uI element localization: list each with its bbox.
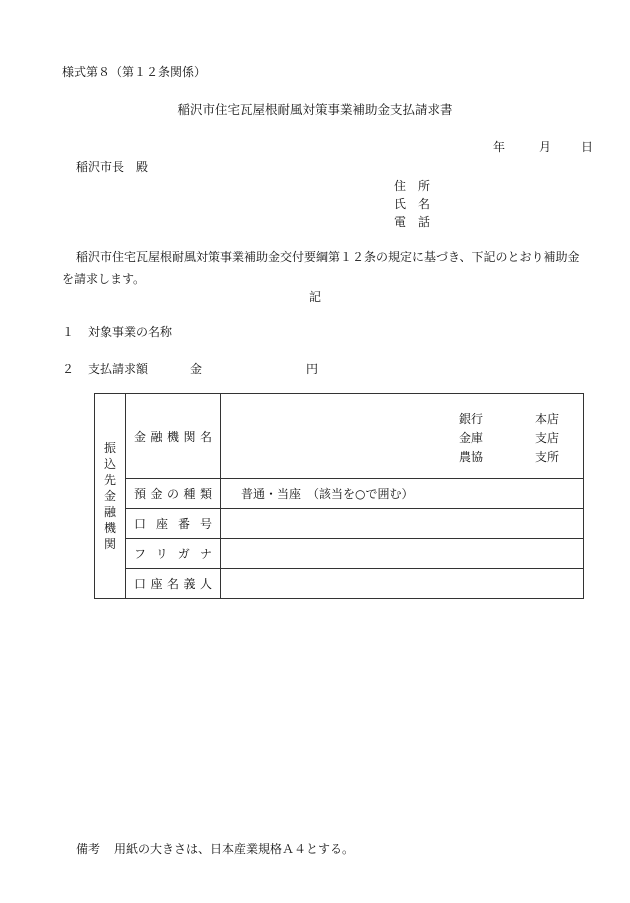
- form-number: 様式第８（第１２条関係）: [62, 65, 207, 79]
- addressee-name: 稲沢市長: [76, 160, 125, 174]
- bank-type-options: [459, 410, 559, 467]
- account-number-label: 口座番号: [126, 509, 221, 539]
- furigana-field[interactable]: [221, 539, 584, 569]
- table-row: [95, 394, 584, 479]
- date-day-label: 日: [581, 140, 594, 154]
- date-year-label: 年: [493, 140, 506, 154]
- vertical-char: 関: [103, 537, 116, 551]
- applicant-name-row: [394, 195, 431, 212]
- vertical-char: 機: [103, 521, 116, 535]
- amount-kin-label: 金: [190, 362, 203, 376]
- vertical-char: 金: [103, 489, 116, 503]
- document-title: 稲沢市住宅瓦屋根耐風対策事業補助金支払請求書: [177, 102, 453, 117]
- bank-type: 金庫: [459, 431, 484, 445]
- table-row: [95, 479, 584, 509]
- vertical-char: 先: [103, 473, 116, 487]
- transfer-destination-label: [95, 394, 126, 599]
- table-row: [95, 539, 584, 569]
- applicant-address-label: 住 所: [394, 179, 431, 193]
- deposit-type-label: 預金の種類: [126, 479, 221, 509]
- remark: [76, 840, 354, 857]
- bank-name-field[interactable]: [221, 394, 584, 479]
- bank-type: 農協: [459, 450, 484, 464]
- amount-yen-label: 円: [306, 362, 319, 376]
- item-label: 対象事業の名称: [88, 325, 173, 339]
- item-project-name: [62, 323, 172, 340]
- item-label: 支払請求額: [88, 362, 149, 376]
- applicant-address-row: [394, 177, 431, 194]
- date-month-label: 月: [539, 140, 552, 154]
- date-line: [493, 138, 593, 155]
- account-holder-label: 口座名義人: [126, 569, 221, 599]
- remark-label: 備考: [76, 842, 101, 856]
- bank-name-label: 金融機関名: [126, 394, 221, 479]
- item-number: １: [62, 325, 75, 339]
- account-holder-field[interactable]: [221, 569, 584, 599]
- vertical-char: 込: [103, 457, 116, 471]
- table-row: [95, 509, 584, 539]
- item-request-amount: [62, 360, 319, 377]
- table-row: [95, 569, 584, 599]
- addressee-honorific: 殿: [136, 160, 149, 174]
- addressee: [76, 158, 148, 175]
- vertical-char: 振: [103, 441, 116, 455]
- deposit-type-field[interactable]: 普通・当座 （該当を○で囲む）: [221, 479, 584, 509]
- branch-type: 支所: [535, 450, 560, 464]
- item-number: ２: [62, 362, 75, 376]
- remark-text: 用紙の大きさは、日本産業規格Ａ４とする。: [114, 842, 355, 856]
- branch-type: 本店: [535, 412, 560, 426]
- account-number-field[interactable]: [221, 509, 584, 539]
- bank-account-table: [94, 393, 584, 599]
- request-statement: 稲沢市住宅瓦屋根耐風対策事業補助金交付要綱第１２条の規定に基づき、下記のとおり補助金を請求します。: [62, 250, 580, 286]
- bank-type: 銀行: [459, 412, 484, 426]
- applicant-phone-label: 電 話: [394, 215, 431, 229]
- applicant-name-label: 氏 名: [394, 197, 431, 211]
- furigana-label: フリガナ: [126, 539, 221, 569]
- vertical-char: 融: [103, 505, 116, 519]
- branch-type: 支店: [535, 431, 560, 445]
- applicant-phone-row: [394, 213, 431, 230]
- ki-heading: 記: [308, 290, 321, 304]
